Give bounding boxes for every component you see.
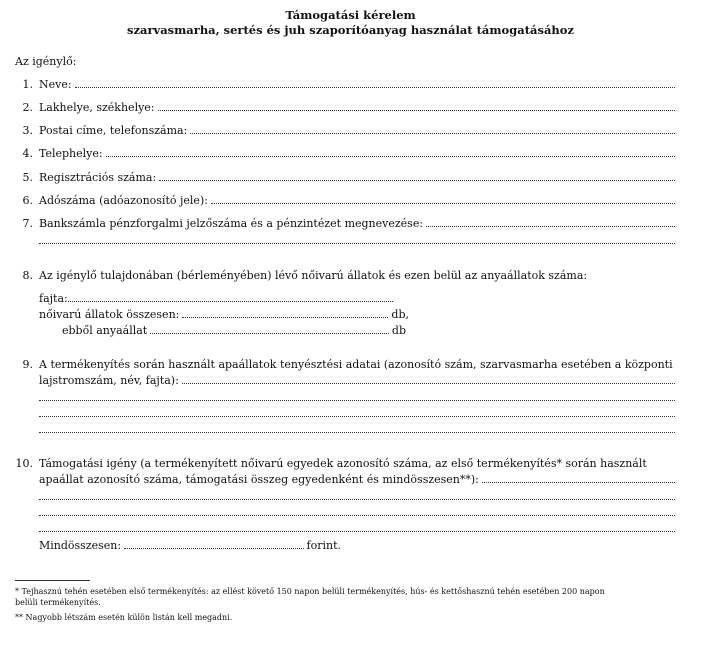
field-number: 1.: [22, 78, 33, 91]
field-dam-count[interactable]: [62, 324, 406, 338]
field-label: fajta:: [39, 292, 68, 305]
field-label: Postai címe, telefonszáma:: [39, 124, 188, 137]
field-tax-number[interactable]: [5, 194, 675, 208]
item-number: 8.: [22, 269, 33, 282]
fill-line[interactable]: [68, 292, 393, 302]
fill-line[interactable]: [211, 194, 675, 204]
field-number: 7.: [22, 217, 33, 230]
fill-line[interactable]: [426, 217, 675, 227]
fill-line[interactable]: [159, 171, 675, 181]
fill-line[interactable]: [39, 391, 675, 401]
fill-line[interactable]: [124, 539, 303, 549]
field-number: 6.: [22, 194, 33, 207]
fill-line[interactable]: [190, 124, 675, 134]
fill-line[interactable]: [39, 490, 675, 500]
fill-line[interactable]: [158, 101, 675, 111]
item-text: Támogatási igény (a termékenyített nőivarú egyedek azonosító száma, az első termékenyítés* során használt: [39, 457, 647, 470]
unit-label: forint.: [306, 539, 341, 552]
field-number: 4.: [22, 147, 33, 160]
field-label: Bankszámla pénzforgalmi jelzőszáma és a pénzintézet megnevezése:: [39, 217, 424, 230]
form-subtitle: szarvasmarha, sertés és juh szaporítóanyag használat támogatásához: [127, 23, 574, 37]
unit-label: db,: [391, 308, 409, 321]
fill-line[interactable]: [150, 324, 389, 334]
field-number: 2.: [22, 101, 33, 114]
footnote-1-line-2: belüli termékenyítés.: [15, 598, 101, 607]
applicant-heading: Az igénylő:: [15, 55, 77, 68]
field-label: Neve:: [39, 78, 72, 91]
fill-line[interactable]: [482, 473, 675, 483]
field-label: nőivarú állatok összesen:: [39, 308, 180, 321]
field-name[interactable]: [5, 78, 675, 92]
field-sire-data[interactable]: [39, 374, 675, 388]
field-label: Telephelye:: [39, 147, 103, 160]
item-10-heading: [5, 457, 675, 471]
item-number: 10.: [15, 457, 33, 470]
fill-line[interactable]: [182, 308, 388, 318]
fill-line[interactable]: [39, 506, 675, 516]
fill-line[interactable]: [39, 423, 675, 433]
item-text-continued: apaállat azonosító száma, támogatási összeg egyedenként és mindösszesen**):: [39, 473, 479, 486]
item-text: Az igénylő tulajdonában (bérleményében) lévő nőivarú állatok és ezen belül az anyaállatok száma:: [39, 269, 588, 282]
field-support-claim[interactable]: [39, 473, 675, 487]
fill-line[interactable]: [39, 522, 675, 532]
fill-line[interactable]: [182, 374, 675, 384]
field-number: 5.: [22, 171, 33, 184]
field-female-total[interactable]: [39, 308, 409, 322]
field-postal-phone[interactable]: [5, 124, 675, 138]
form-title: Támogatási kérelem: [285, 8, 416, 22]
field-label: Mindösszesen:: [39, 539, 122, 552]
item-number: 9.: [22, 358, 33, 371]
item-8-heading: [5, 269, 675, 283]
footnote-divider: [15, 580, 90, 581]
field-breed[interactable]: [39, 292, 393, 306]
footnote-1-line-1: * Tejhasznú tehén esetében első termékenyítés: az ellést követő 150 napon belüli termékenyítés, hús- és kettőshasznú tehén esetében 200 napon: [15, 587, 605, 596]
fill-line[interactable]: [106, 147, 675, 157]
field-number: 3.: [22, 124, 33, 137]
item-9-heading: [5, 358, 675, 372]
fill-line[interactable]: [39, 234, 675, 244]
field-bank-account[interactable]: [5, 217, 675, 231]
fill-line[interactable]: [39, 407, 675, 417]
field-label: Lakhelye, székhelye:: [39, 101, 155, 114]
field-label: Adószáma (adóazonosító jele):: [39, 194, 208, 207]
field-label: ebből anyaállat: [62, 324, 148, 337]
field-grand-total[interactable]: [39, 539, 341, 553]
unit-label: db: [391, 324, 406, 337]
field-label: Regisztrációs száma:: [39, 171, 157, 184]
item-text-continued: lajstromszám, név, fajta):: [39, 374, 179, 387]
item-text: A termékenyítés során használt apaállatok tenyésztési adatai (azonosító szám, szarvasmarha esetében a központi: [39, 358, 673, 371]
footnote-2: ** Nagyobb létszám esetén külön listán kell megadni.: [15, 613, 233, 622]
field-site[interactable]: [5, 147, 675, 161]
field-registration[interactable]: [5, 171, 675, 185]
fill-line[interactable]: [75, 78, 675, 88]
field-address[interactable]: [5, 101, 675, 115]
